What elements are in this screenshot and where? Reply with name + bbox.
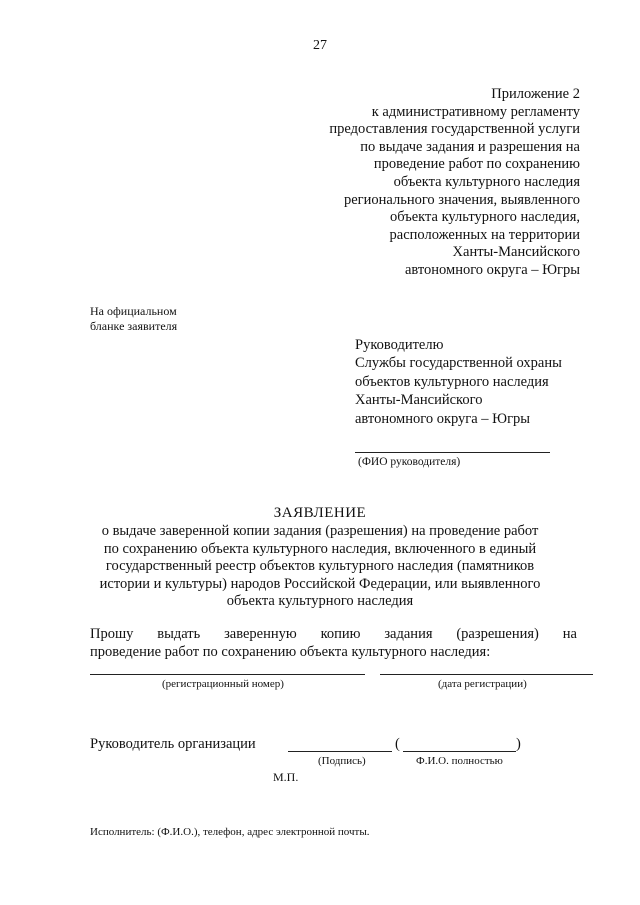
subject-line: о выдаче заверенной копии задания (разрешения) на проведение работ [101, 523, 539, 539]
annex-line: к административному регламенту [371, 103, 580, 120]
subject-line: по сохранению объекта культурного наследия, включенного в единый [103, 540, 537, 557]
executor-note: Исполнитель: (Ф.И.О.), телефон, адрес электронной почты. [90, 826, 370, 838]
request-word: заверенную [224, 626, 297, 642]
request-word: выдать [157, 626, 201, 642]
request-word: Прошу [90, 626, 134, 642]
head-name-caption: (ФИО руководителя) [358, 456, 461, 468]
subject-line: государственный реестр объектов культурного наследия (памятников [105, 558, 535, 574]
request-word: (разрешения) [456, 626, 539, 642]
addressee-line: Службы государственной охраны [355, 355, 562, 372]
addressee-line: Руководителю [355, 337, 444, 353]
registration-number-field-line[interactable] [90, 674, 365, 675]
head-name-field-line[interactable] [355, 452, 550, 453]
annex-line: предоставления государственной услуги [329, 121, 580, 138]
annex-line: объекта культурного наследия, [389, 209, 580, 226]
annex-line: объекта культурного наследия [393, 173, 580, 190]
signature-caption: (Подпись) [318, 755, 366, 767]
annex-line: расположенных на территории [389, 226, 580, 243]
subject-line: истории и культуры) народов Российской Федерации, или выявленного [99, 575, 541, 592]
annex-line: регионального значения, выявленного [344, 191, 580, 208]
annex-line: Ханты-Мансийского [452, 244, 580, 261]
official-letterhead-note [90, 304, 177, 333]
blank-note-line: На официальном [90, 304, 177, 318]
addressee-line: автономного округа – Югры [355, 410, 531, 427]
annex-line: по выдаче задания и разрешения на [360, 138, 580, 155]
subject-line: объекта культурного наследия [226, 593, 414, 609]
request-text-line-1 [90, 626, 577, 643]
annex-header [250, 86, 580, 280]
document-title: ЗАЯВЛЕНИЕ [273, 505, 367, 521]
signature-field-line[interactable] [288, 751, 392, 752]
stamp-place-label: М.П. [273, 770, 299, 784]
director-fio-field-line[interactable] [403, 751, 516, 752]
addressee-block [355, 336, 562, 428]
document-subject [60, 523, 580, 611]
registration-date-caption: (дата регистрации) [438, 678, 527, 690]
annex-line: проведение работ по сохранению [373, 156, 580, 173]
request-word: на [562, 626, 577, 642]
page-number: 27 [313, 38, 327, 53]
registration-number-caption: (регистрационный номер) [162, 678, 284, 690]
fio-open-paren: ( [395, 736, 400, 752]
annex-line: автономного округа – Югры [404, 261, 580, 278]
request-text-line-2: проведение работ по сохранению объекта культурного наследия: [90, 644, 491, 660]
annex-line: Приложение 2 [491, 86, 580, 102]
registration-date-field-line[interactable] [380, 674, 593, 675]
addressee-line: объектов культурного наследия [355, 373, 549, 390]
addressee-line: Ханты-Мансийского [355, 392, 483, 409]
request-word: копию [320, 626, 361, 642]
request-word: задания [384, 626, 433, 642]
fio-caption: Ф.И.О. полностью [416, 755, 503, 767]
director-label: Руководитель организации [90, 736, 256, 752]
fio-close-paren: ) [516, 736, 521, 752]
blank-note-line: бланке заявителя [90, 318, 178, 333]
